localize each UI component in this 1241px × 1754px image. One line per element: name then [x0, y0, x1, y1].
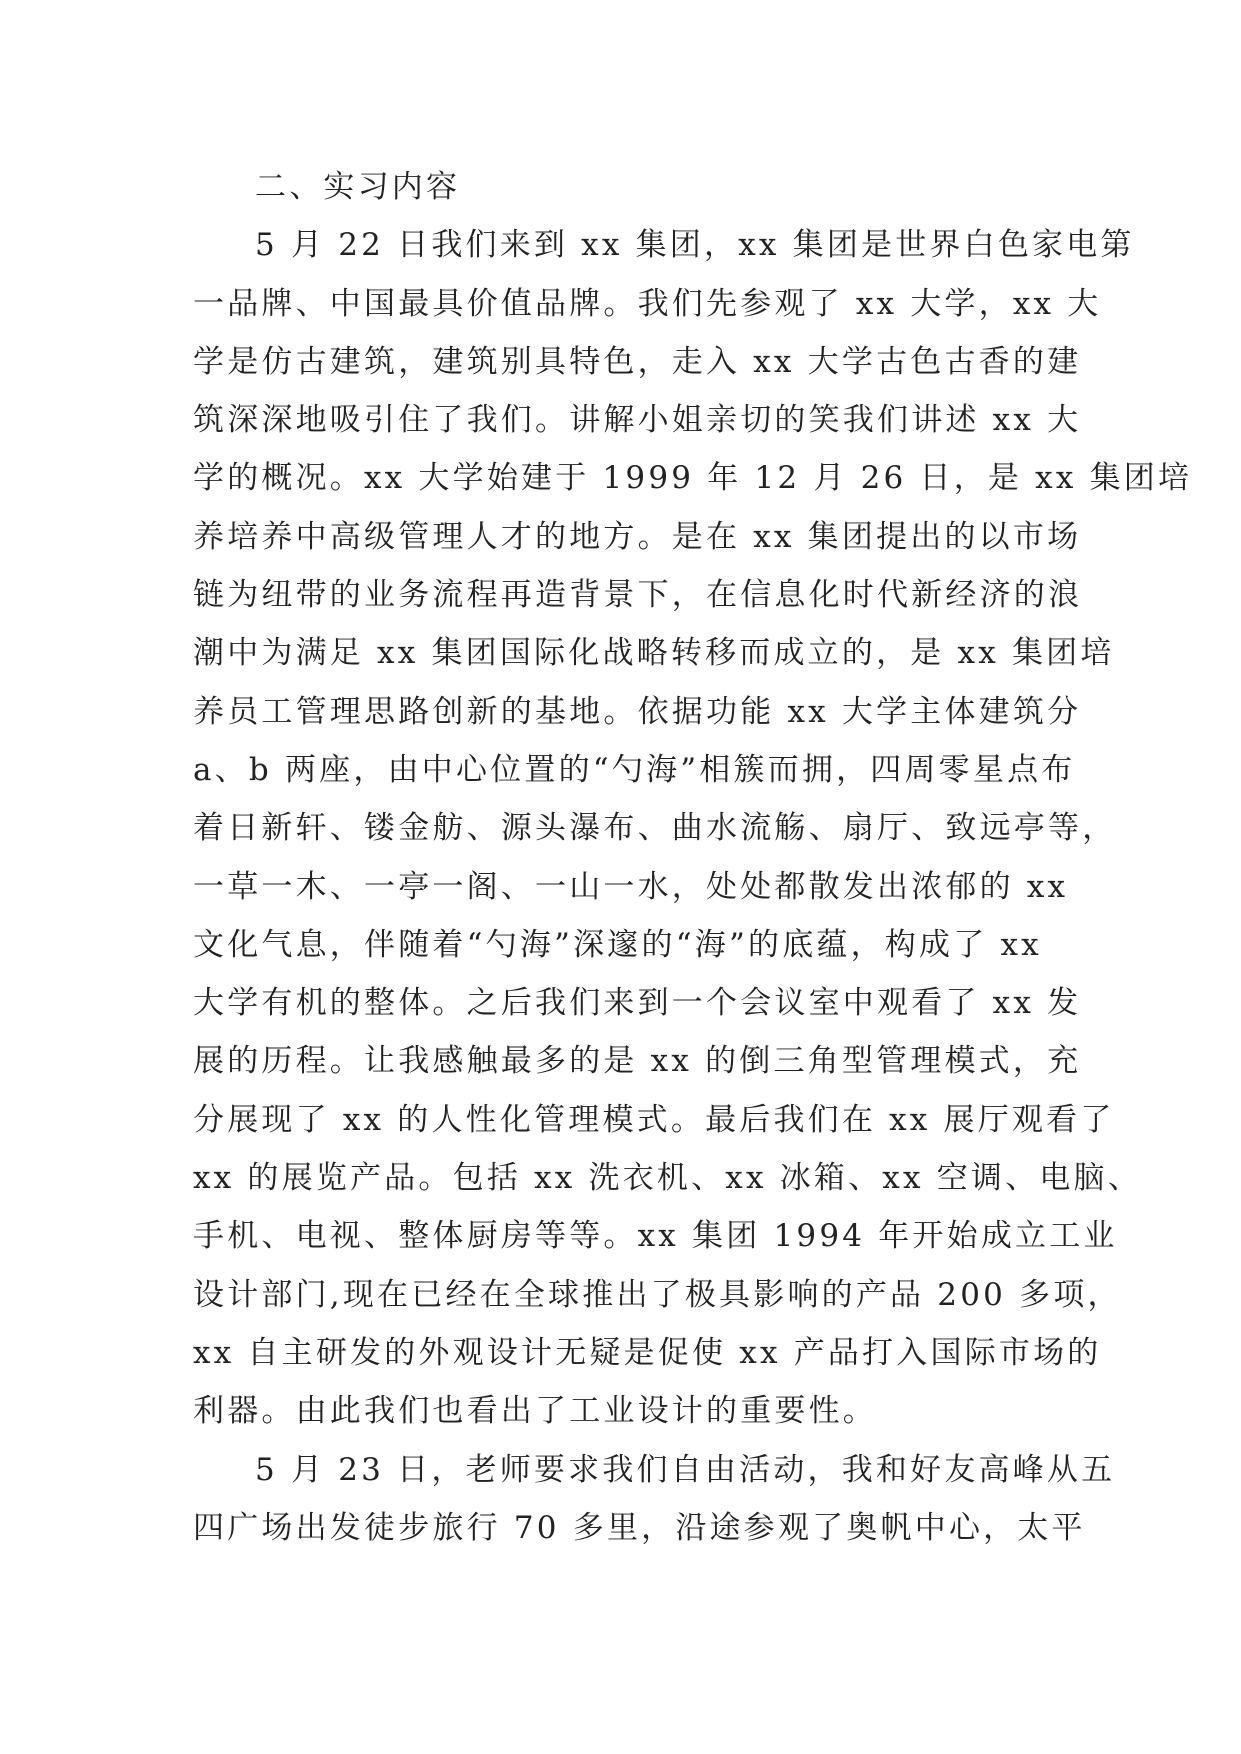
section-heading: 二、实习内容	[255, 169, 461, 205]
paragraph-line: 文化气息，伴随着“勺海”深邃的“海”的底蕴，构成了 xx	[193, 926, 1042, 963]
paragraph-line: 大学有机的整体。之后我们来到一个会议室中观看了 xx 发	[193, 985, 1082, 1022]
paragraph-line: 养员工管理思路创新的基地。依据功能 xx 大学主体建筑分	[193, 693, 1082, 730]
paragraph-line: 5 月 23 日，老师要求我们自由活动，我和好友高峰从五	[255, 1451, 1116, 1488]
paragraph-line: 利器。由此我们也看出了工业设计的重要性。	[193, 1393, 877, 1430]
paragraph-line: xx 自主研发的外观设计无疑是促使 xx 产品打入国际市场的	[193, 1334, 1102, 1371]
paragraph-line: 5 月 22 日我们来到 xx 集团，xx 集团是世界白色家电第	[255, 227, 1135, 264]
paragraph-line: 手机、电视、整体厨房等等。xx 集团 1994 年开始成立工业	[193, 1218, 1118, 1255]
paragraph-line: 一草一木、一亭一阁、一山一水，处处都散发出浓郁的 xx	[193, 868, 1069, 905]
paragraph-line: 潮中为满足 xx 集团国际化战略转移而成立的，是 xx 集团培	[193, 635, 1115, 672]
paragraph-line: 四广场出发徒步旅行 70 多里，沿途参观了奥帆中心，太平	[193, 1509, 1086, 1546]
paragraph-line: 分展现了 xx 的人性化管理模式。最后我们在 xx 展厅观看了	[193, 1101, 1115, 1138]
paragraph-line: 学的概况。xx 大学始建于 1999 年 12 月 26 日，是 xx 集团培	[193, 460, 1193, 497]
paragraph-line: 设计部门,现在已经在全球推出了极具影响的产品 200 多项，	[193, 1276, 1122, 1313]
paragraph-line: 链为纽带的业务流程再造背景下，在信息化时代新经济的浪	[193, 577, 1083, 614]
paragraph-line: 一品牌、中国最具价值品牌。我们先参观了 xx 大学，xx 大	[193, 285, 1102, 322]
paragraph-line: 展的历程。让我感触最多的是 xx 的倒三角型管理模式，充	[193, 1043, 1082, 1080]
document-body	[193, 158, 1193, 1557]
paragraph-line: 学是仿古建筑，建筑别具特色，走入 xx 大学古色古香的建	[193, 343, 1082, 380]
paragraph-line: 养培养中高级管理人才的地方。是在 xx 集团提出的以市场	[193, 518, 1082, 555]
paragraph-line: 着日新轩、镂金舫、源头瀑布、曲水流觞、扇厅、致远亭等，	[193, 810, 1117, 847]
paragraph-line: 筑深深地吸引住了我们。讲解小姐亲切的笑我们讲述 xx 大	[193, 402, 1082, 439]
paragraph-line: xx 的展览产品。包括 xx 洗衣机、xx 冰箱、xx 空调、电脑、	[193, 1160, 1142, 1197]
paragraph-line: a、b 两座，由中心位置的“勺海”相簇而拥，四周零星点布	[193, 751, 1076, 788]
